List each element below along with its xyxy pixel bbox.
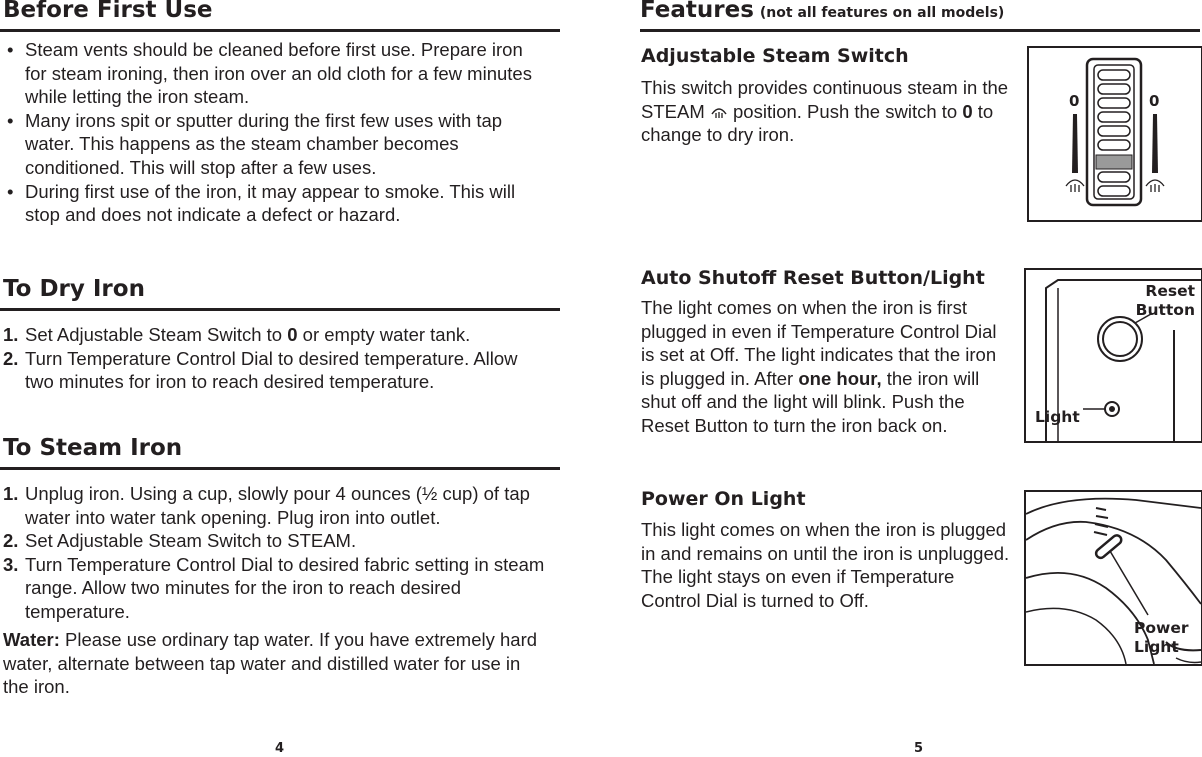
list-item: • Steam vents should be cleaned before first use. Prepare iron for steam ironing, then iron over an old cloth for a few minutes while letting the iron steam. [3, 38, 548, 109]
power-light-label: Power Light [1134, 619, 1189, 656]
list-item: 2. Set Adjustable Steam Switch to STEAM. [3, 530, 357, 552]
list-item: 3. Turn Temperature Control Dial to desired fabric setting in steam range. Allow two minutes for the iron to reach desired temperature. [3, 553, 545, 622]
before-first-use-heading: Before First Use [3, 0, 213, 23]
heading-rule [0, 29, 560, 32]
list-item: • During first use of the iron, it may appear to smoke. This will stop and does not indicate a defect or hazard. [3, 180, 548, 227]
list-item: • Many irons spit or sputter during the first few uses with tap water. This happens as the steam chamber becomes conditioned. This will stop after a few uses. [3, 109, 548, 180]
water-note: Water: Please use ordinary tap water. If you have extremely hard water, alternate between tap water and distilled water for use in the iron. [3, 629, 538, 698]
dial-zero-left: 0 [1069, 92, 1080, 110]
heading-rule [0, 467, 560, 470]
light-label: Light [1035, 408, 1080, 426]
auto-shutoff-heading: Auto Shutoff Reset Button/Light [641, 267, 985, 289]
reset-button-label: Reset Button [1135, 282, 1195, 319]
before-first-use-list [3, 38, 548, 227]
heading-rule [640, 29, 1200, 32]
power-on-heading: Power On Light [641, 488, 806, 510]
steam-switch-illustration [1027, 46, 1202, 222]
steam-switch-heading: Adjustable Steam Switch [641, 45, 909, 67]
dry-iron-heading: To Dry Iron [3, 276, 145, 302]
features-heading: Features (not all features on all models) [640, 0, 1005, 23]
reset-button-illustration [1024, 268, 1202, 443]
power-light-illustration [1024, 490, 1202, 666]
auto-shutoff-text: The light comes on when the iron is first plugged in even if Temperature Control Dial is set at Off. The light indicates that the iron is plugged in. After one hour, the iron will shut off and the light will blink. Push the Reset Button to turn the iron back on. [641, 297, 997, 436]
power-on-text: This light comes on when the iron is plugged in and remains on until the iron is unplugged. The light stays on even if Temperature Control Dial is turned to Off. [641, 519, 1010, 611]
heading-rule [0, 308, 560, 311]
page-number-left: 4 [275, 741, 285, 756]
steam-switch-text: This switch provides continuous steam in the STEAM position. Push the switch to 0 to change to dry iron. [641, 77, 1009, 146]
list-item: 1. Set Adjustable Steam Switch to 0 or empty water tank. [3, 324, 471, 345]
list-item: 2. Turn Temperature Control Dial to desired temperature. Allow two minutes for iron to reach desired temperature. [3, 347, 518, 393]
page-number-right: 5 [914, 741, 924, 756]
steam-iron-steps [3, 482, 558, 624]
steam-icon [710, 105, 728, 119]
dry-iron-steps [3, 323, 548, 394]
steam-switch-figure [1029, 48, 1201, 220]
dial-zero-right: 0 [1149, 92, 1160, 110]
list-item: 1. Unplug iron. Using a cup, slowly pour 4 ounces (½ cup) of tap water into water tank opening. Plug iron into outlet. [3, 483, 530, 528]
steam-iron-heading: To Steam Iron [3, 435, 183, 461]
